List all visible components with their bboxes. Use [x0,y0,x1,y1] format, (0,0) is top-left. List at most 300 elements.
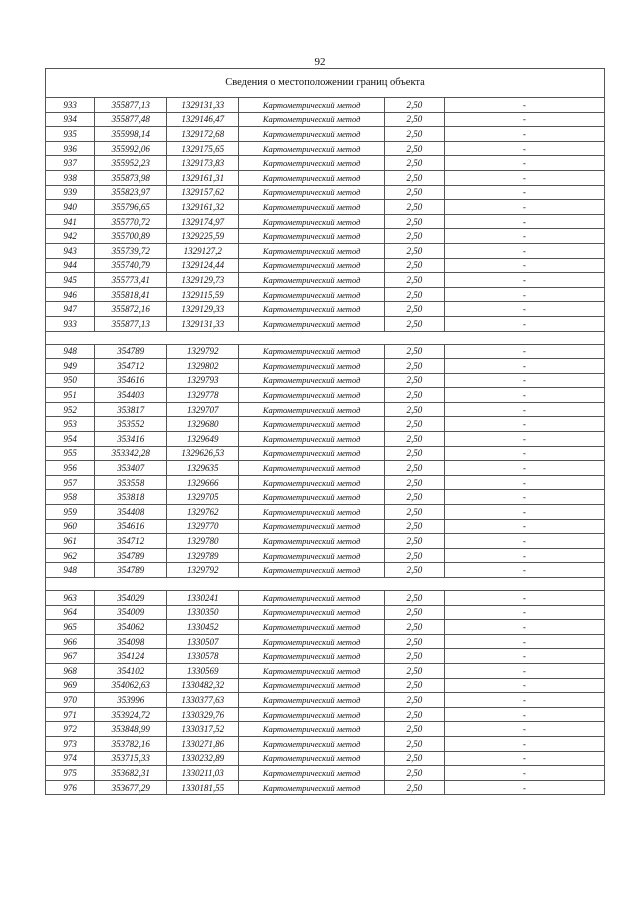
description-cell: - [444,707,604,722]
accuracy-cell: 2,50 [385,620,445,635]
description-cell: - [444,185,604,200]
description-cell: - [444,417,604,432]
method-cell: Картометрический метод [239,505,385,520]
x-coordinate-cell: 354124 [95,649,167,664]
description-cell: - [444,258,604,273]
table-row [46,634,605,649]
point-number-cell: 934 [46,112,95,127]
description-cell: - [444,591,604,606]
method-cell: Картометрический метод [239,316,385,331]
description-cell: - [444,302,604,317]
y-coordinate-cell: 1329778 [167,388,239,403]
point-number-cell: 971 [46,707,95,722]
table-row [46,678,605,693]
y-coordinate-cell: 1329792 [167,563,239,578]
description-cell: - [444,156,604,171]
table-row [46,605,605,620]
x-coordinate-cell: 355998,14 [95,127,167,142]
method-cell: Картометрический метод [239,707,385,722]
method-cell: Картометрический метод [239,766,385,781]
point-number-cell: 947 [46,302,95,317]
y-coordinate-cell: 1329680 [167,417,239,432]
x-coordinate-cell: 354616 [95,519,167,534]
description-cell: - [444,432,604,447]
description-cell: - [444,634,604,649]
description-cell: - [444,736,604,751]
y-coordinate-cell: 1330569 [167,663,239,678]
accuracy-cell: 2,50 [385,722,445,737]
description-cell: - [444,678,604,693]
accuracy-cell: 2,50 [385,316,445,331]
y-coordinate-cell: 1329780 [167,534,239,549]
accuracy-cell: 2,50 [385,475,445,490]
method-cell: Картометрический метод [239,663,385,678]
point-number-cell: 959 [46,505,95,520]
method-cell: Картометрический метод [239,141,385,156]
accuracy-cell: 2,50 [385,287,445,302]
y-coordinate-cell: 1329666 [167,475,239,490]
description-cell: - [444,534,604,549]
description-cell: - [444,359,604,374]
x-coordinate-cell: 355818,41 [95,287,167,302]
accuracy-cell: 2,50 [385,127,445,142]
method-cell: Картометрический метод [239,359,385,374]
description-cell: - [444,505,604,520]
x-coordinate-cell: 354102 [95,663,167,678]
accuracy-cell: 2,50 [385,678,445,693]
point-number-cell: 962 [46,548,95,563]
x-coordinate-cell: 354009 [95,605,167,620]
table-row [46,127,605,142]
accuracy-cell: 2,50 [385,98,445,113]
point-number-cell: 948 [46,563,95,578]
accuracy-cell: 2,50 [385,634,445,649]
description-cell: - [444,112,604,127]
y-coordinate-cell: 1329129,73 [167,273,239,288]
point-number-cell: 936 [46,141,95,156]
method-cell: Картометрический метод [239,475,385,490]
method-cell: Картометрический метод [239,649,385,664]
accuracy-cell: 2,50 [385,461,445,476]
method-cell: Картометрический метод [239,112,385,127]
point-number-cell: 944 [46,258,95,273]
x-coordinate-cell: 353407 [95,461,167,476]
x-coordinate-cell: 354712 [95,534,167,549]
x-coordinate-cell: 354616 [95,373,167,388]
description-cell: - [444,780,604,795]
method-cell: Картометрический метод [239,722,385,737]
point-number-cell: 933 [46,316,95,331]
x-coordinate-cell: 355796,65 [95,200,167,215]
method-cell: Картометрический метод [239,273,385,288]
x-coordinate-cell: 353677,29 [95,780,167,795]
accuracy-cell: 2,50 [385,170,445,185]
method-cell: Картометрический метод [239,388,385,403]
point-number-cell: 938 [46,170,95,185]
accuracy-cell: 2,50 [385,446,445,461]
table-row [46,722,605,737]
y-coordinate-cell: 1329792 [167,344,239,359]
method-cell: Картометрический метод [239,185,385,200]
table-row [46,373,605,388]
point-number-cell: 954 [46,432,95,447]
point-number-cell: 953 [46,417,95,432]
method-cell: Картометрический метод [239,432,385,447]
point-number-cell: 975 [46,766,95,781]
x-coordinate-cell: 355952,23 [95,156,167,171]
accuracy-cell: 2,50 [385,505,445,520]
x-coordinate-cell: 354062,63 [95,678,167,693]
point-number-cell: 973 [46,736,95,751]
group-separator-row [46,578,605,591]
y-coordinate-cell: 1329161,31 [167,170,239,185]
x-coordinate-cell: 355877,13 [95,316,167,331]
x-coordinate-cell: 354712 [95,359,167,374]
table-row [46,563,605,578]
x-coordinate-cell: 355873,98 [95,170,167,185]
description-cell: - [444,373,604,388]
description-cell: - [444,273,604,288]
method-cell: Картометрический метод [239,461,385,476]
table-row [46,780,605,795]
accuracy-cell: 2,50 [385,591,445,606]
table-row [46,243,605,258]
accuracy-cell: 2,50 [385,780,445,795]
x-coordinate-cell: 355739,72 [95,243,167,258]
y-coordinate-cell: 1329146,47 [167,112,239,127]
table-row [46,505,605,520]
method-cell: Картометрический метод [239,170,385,185]
description-cell: - [444,663,604,678]
description-cell: - [444,475,604,490]
accuracy-cell: 2,50 [385,432,445,447]
table-row [46,185,605,200]
table-row [46,620,605,635]
point-number-cell: 958 [46,490,95,505]
x-coordinate-cell: 354789 [95,548,167,563]
y-coordinate-cell: 1329770 [167,519,239,534]
y-coordinate-cell: 1329707 [167,402,239,417]
x-coordinate-cell: 355877,13 [95,98,167,113]
point-number-cell: 952 [46,402,95,417]
x-coordinate-cell: 355773,41 [95,273,167,288]
point-number-cell: 976 [46,780,95,795]
accuracy-cell: 2,50 [385,548,445,563]
x-coordinate-cell: 354789 [95,563,167,578]
description-cell: - [444,141,604,156]
y-coordinate-cell: 1329115,59 [167,287,239,302]
x-coordinate-cell: 355740,79 [95,258,167,273]
description-cell: - [444,446,604,461]
description-cell: - [444,722,604,737]
table-body [46,69,605,795]
accuracy-cell: 2,50 [385,534,445,549]
y-coordinate-cell: 1330211,03 [167,766,239,781]
x-coordinate-cell: 353817 [95,402,167,417]
point-number-cell: 933 [46,98,95,113]
x-coordinate-cell: 354098 [95,634,167,649]
point-number-cell: 950 [46,373,95,388]
group-separator-cell [46,578,605,591]
y-coordinate-cell: 1330452 [167,620,239,635]
accuracy-cell: 2,50 [385,344,445,359]
point-number-cell: 943 [46,243,95,258]
accuracy-cell: 2,50 [385,402,445,417]
description-cell: - [444,229,604,244]
method-cell: Картометрический метод [239,156,385,171]
y-coordinate-cell: 1330317,52 [167,722,239,737]
accuracy-cell: 2,50 [385,649,445,664]
method-cell: Картометрический метод [239,634,385,649]
y-coordinate-cell: 1329626,53 [167,446,239,461]
point-number-cell: 939 [46,185,95,200]
point-number-cell: 960 [46,519,95,534]
description-cell: - [444,563,604,578]
method-cell: Картометрический метод [239,302,385,317]
method-cell: Картометрический метод [239,548,385,563]
accuracy-cell: 2,50 [385,693,445,708]
accuracy-cell: 2,50 [385,156,445,171]
point-number-cell: 935 [46,127,95,142]
accuracy-cell: 2,50 [385,185,445,200]
y-coordinate-cell: 1329129,33 [167,302,239,317]
point-number-cell: 970 [46,693,95,708]
table-row [46,534,605,549]
page-number: 92 [314,56,326,68]
group-separator-row [46,331,605,344]
accuracy-cell: 2,50 [385,766,445,781]
y-coordinate-cell: 1330181,55 [167,780,239,795]
method-cell: Картометрический метод [239,591,385,606]
method-cell: Картометрический метод [239,534,385,549]
table-row [46,344,605,359]
y-coordinate-cell: 1329802 [167,359,239,374]
point-number-cell: 937 [46,156,95,171]
description-cell: - [444,214,604,229]
point-number-cell: 942 [46,229,95,244]
table-row [46,751,605,766]
method-cell: Картометрический метод [239,417,385,432]
y-coordinate-cell: 1329789 [167,548,239,563]
x-coordinate-cell: 353552 [95,417,167,432]
y-coordinate-cell: 1329175,65 [167,141,239,156]
method-cell: Картометрический метод [239,373,385,388]
table-row [46,591,605,606]
method-cell: Картометрический метод [239,736,385,751]
description-cell: - [444,170,604,185]
accuracy-cell: 2,50 [385,388,445,403]
y-coordinate-cell: 1329172,68 [167,127,239,142]
table-row [46,663,605,678]
x-coordinate-cell: 355823,97 [95,185,167,200]
x-coordinate-cell: 353782,16 [95,736,167,751]
x-coordinate-cell: 353996 [95,693,167,708]
accuracy-cell: 2,50 [385,273,445,288]
accuracy-cell: 2,50 [385,417,445,432]
method-cell: Картометрический метод [239,287,385,302]
table-row [46,98,605,113]
table-row [46,112,605,127]
description-cell: - [444,751,604,766]
description-cell: - [444,127,604,142]
description-cell: - [444,519,604,534]
method-cell: Картометрический метод [239,127,385,142]
y-coordinate-cell: 1330329,76 [167,707,239,722]
point-number-cell: 949 [46,359,95,374]
y-coordinate-cell: 1329127,2 [167,243,239,258]
method-cell: Картометрический метод [239,344,385,359]
table-row [46,649,605,664]
x-coordinate-cell: 353342,28 [95,446,167,461]
description-cell: - [444,316,604,331]
accuracy-cell: 2,50 [385,663,445,678]
accuracy-cell: 2,50 [385,200,445,215]
y-coordinate-cell: 1329161,32 [167,200,239,215]
description-cell: - [444,605,604,620]
point-number-cell: 964 [46,605,95,620]
y-coordinate-cell: 1329705 [167,490,239,505]
accuracy-cell: 2,50 [385,490,445,505]
point-number-cell: 969 [46,678,95,693]
point-number-cell: 961 [46,534,95,549]
point-number-cell: 957 [46,475,95,490]
method-cell: Картометрический метод [239,693,385,708]
method-cell: Картометрический метод [239,563,385,578]
boundary-coordinates-table [45,68,605,795]
table-row [46,229,605,244]
point-number-cell: 956 [46,461,95,476]
accuracy-cell: 2,50 [385,373,445,388]
method-cell: Картометрический метод [239,200,385,215]
y-coordinate-cell: 1329124,44 [167,258,239,273]
table-row [46,707,605,722]
table-row [46,273,605,288]
method-cell: Картометрический метод [239,780,385,795]
point-number-cell: 966 [46,634,95,649]
x-coordinate-cell: 355700,89 [95,229,167,244]
table-row [46,446,605,461]
accuracy-cell: 2,50 [385,359,445,374]
point-number-cell: 968 [46,663,95,678]
method-cell: Картометрический метод [239,98,385,113]
method-cell: Картометрический метод [239,620,385,635]
point-number-cell: 940 [46,200,95,215]
table-row [46,388,605,403]
accuracy-cell: 2,50 [385,243,445,258]
table-title: Сведения о местоположении границ объекта [46,69,605,98]
x-coordinate-cell: 354062 [95,620,167,635]
point-number-cell: 951 [46,388,95,403]
table-row [46,490,605,505]
y-coordinate-cell: 1330377,63 [167,693,239,708]
point-number-cell: 945 [46,273,95,288]
point-number-cell: 941 [46,214,95,229]
y-coordinate-cell: 1330482,32 [167,678,239,693]
x-coordinate-cell: 353558 [95,475,167,490]
table-row [46,548,605,563]
y-coordinate-cell: 1329793 [167,373,239,388]
table-row [46,461,605,476]
accuracy-cell: 2,50 [385,707,445,722]
point-number-cell: 963 [46,591,95,606]
point-number-cell: 948 [46,344,95,359]
y-coordinate-cell: 1330507 [167,634,239,649]
table-row [46,359,605,374]
table-row [46,302,605,317]
description-cell: - [444,200,604,215]
method-cell: Картометрический метод [239,605,385,620]
table-row [46,736,605,751]
description-cell: - [444,402,604,417]
description-cell: - [444,693,604,708]
point-number-cell: 972 [46,722,95,737]
table-row [46,417,605,432]
x-coordinate-cell: 353924,72 [95,707,167,722]
y-coordinate-cell: 1330232,89 [167,751,239,766]
y-coordinate-cell: 1330271,86 [167,736,239,751]
x-coordinate-cell: 353848,99 [95,722,167,737]
x-coordinate-cell: 354408 [95,505,167,520]
x-coordinate-cell: 353416 [95,432,167,447]
method-cell: Картометрический метод [239,678,385,693]
x-coordinate-cell: 355770,72 [95,214,167,229]
accuracy-cell: 2,50 [385,519,445,534]
x-coordinate-cell: 355877,48 [95,112,167,127]
x-coordinate-cell: 355992,06 [95,141,167,156]
point-number-cell: 965 [46,620,95,635]
point-number-cell: 955 [46,446,95,461]
method-cell: Картометрический метод [239,490,385,505]
accuracy-cell: 2,50 [385,112,445,127]
y-coordinate-cell: 1329762 [167,505,239,520]
y-coordinate-cell: 1329131,33 [167,316,239,331]
table-row [46,402,605,417]
table-row [46,432,605,447]
x-coordinate-cell: 353682,31 [95,766,167,781]
accuracy-cell: 2,50 [385,214,445,229]
method-cell: Картометрический метод [239,243,385,258]
y-coordinate-cell: 1330241 [167,591,239,606]
y-coordinate-cell: 1329225,59 [167,229,239,244]
table-row [46,200,605,215]
table-row [46,693,605,708]
description-cell: - [444,243,604,258]
x-coordinate-cell: 353715,33 [95,751,167,766]
accuracy-cell: 2,50 [385,751,445,766]
table-row [46,766,605,781]
accuracy-cell: 2,50 [385,141,445,156]
point-number-cell: 967 [46,649,95,664]
x-coordinate-cell: 354403 [95,388,167,403]
x-coordinate-cell: 354029 [95,591,167,606]
description-cell: - [444,287,604,302]
y-coordinate-cell: 1329157,62 [167,185,239,200]
table-title-row [46,69,605,98]
method-cell: Картометрический метод [239,214,385,229]
description-cell: - [444,461,604,476]
method-cell: Картометрический метод [239,519,385,534]
accuracy-cell: 2,50 [385,302,445,317]
description-cell: - [444,548,604,563]
table-row [46,258,605,273]
method-cell: Картометрический метод [239,446,385,461]
y-coordinate-cell: 1329635 [167,461,239,476]
accuracy-cell: 2,50 [385,563,445,578]
method-cell: Картометрический метод [239,258,385,273]
table-row [46,287,605,302]
x-coordinate-cell: 353818 [95,490,167,505]
y-coordinate-cell: 1329173,83 [167,156,239,171]
